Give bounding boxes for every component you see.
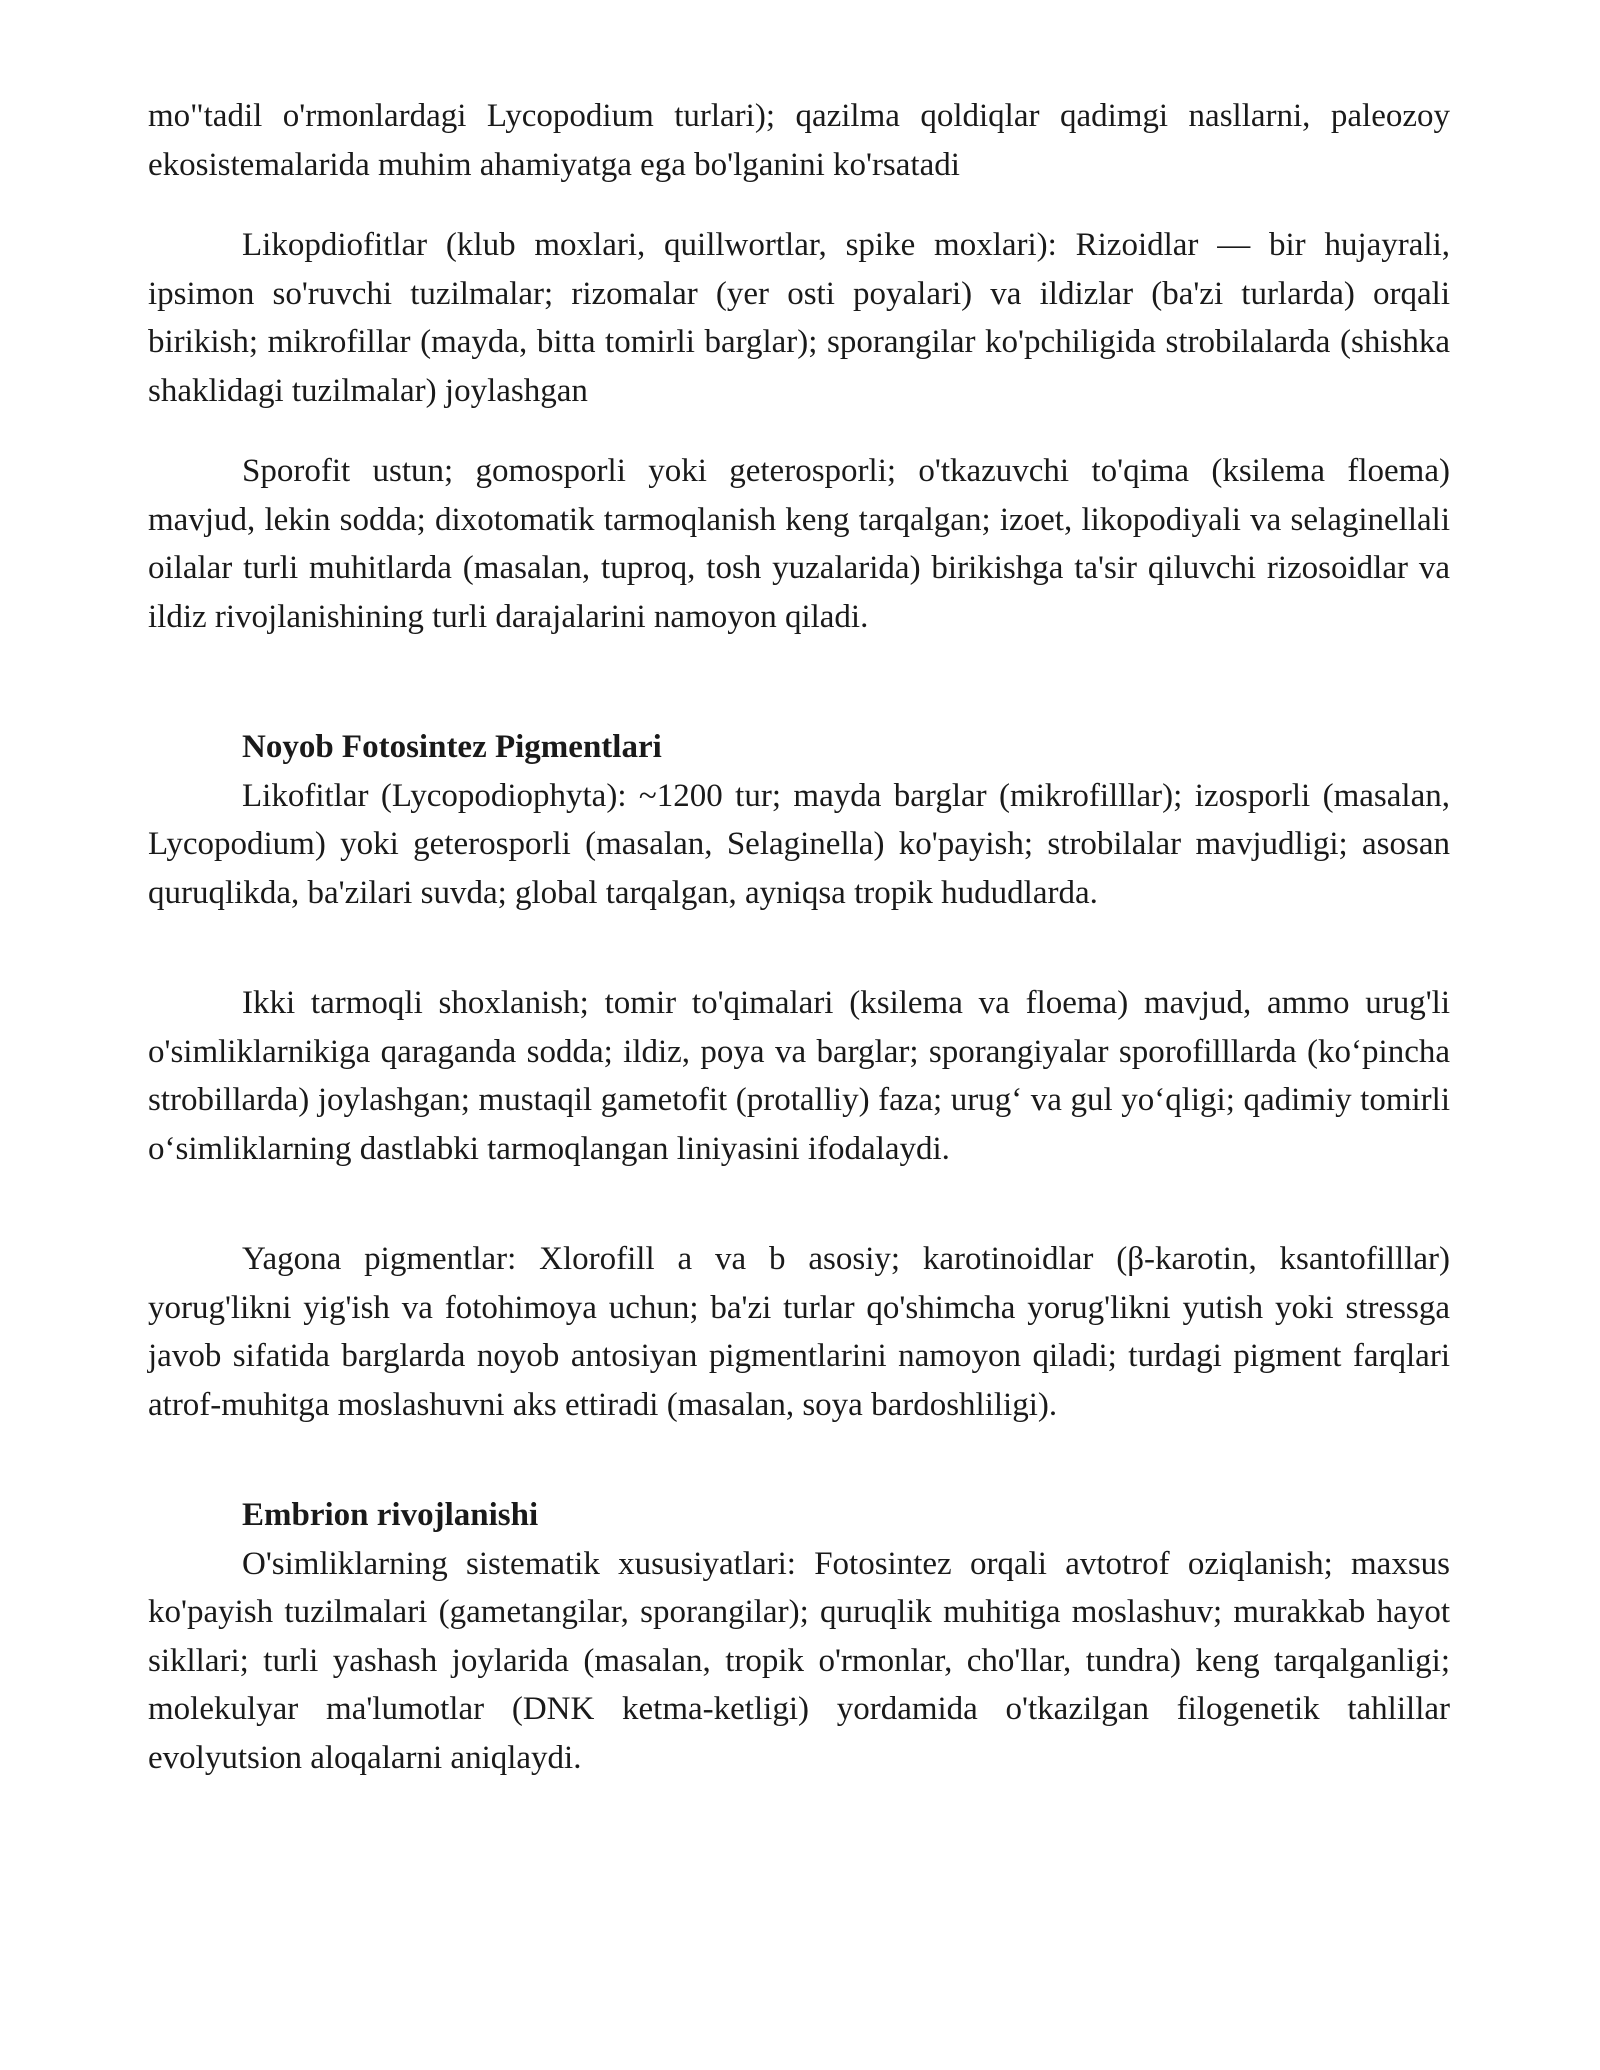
paragraph-likopdiofitlar: Likopdiofitlar (klub moxlari, quillwortlar, spike moxlari): Rizoidlar — bir hujayrali, ipsimon so'ruvchi tuzilmalar; rizomalar (yer osti poyalari) va ildizlar (ba'zi turlarda) orqali birikish; mikrofillar (mayda, bitta tomirli barglar); sporangilar ko'pchiligida strobilalarda (shishka shaklidagi tuzilmalar) joylashgan <box>148 227 1450 409</box>
paragraph-pigmentlar: Yagona pigmentlar: Xlorofill a va b asosiy; karotinoidlar (β-karotin, ksantofilllar) yorug'likni yig'ish va fotohimoya uchun; ba'zi turlar qo'shimcha yorug'likni yutish yoki stressga javob sifatida barglarda noyob antosiyan pigmentlarini namoyon qiladi; turdagi pigment farqlari atrof-muhitga moslashuvni aks ettiradi (masalan, soya bardoshliligi). <box>148 1241 1450 1423</box>
paragraph-continuation: mo"tadil o'rmonlardagi Lycopodium turlari); qazilma qoldiqlar qadimgi nasllarni, paleozoy ekosistemalarida muhim ahamiyatga ega bo'lganini ko'rsatadi <box>148 98 1450 183</box>
section-heading-embrion: Embrion rivojlanishi <box>242 1497 539 1533</box>
paragraph-sistematik: O'simliklarning sistematik xususiyatlari: Fotosintez orqali avtotrof oziqlanish; maxsus ko'payish tuzilmalari (gametangilar, sporangilar); quruqlik muhitiga moslashuv; murakkab hayot sikllari; turli yashash joylarida (masalan, tropik o'rmonlar, cho'llar, tundra) keng tarqalganligi; molekulyar ma'lumotlar (DNK ketma-ketligi) yordamida o'tkazilgan filogenetik tahlillar evolyutsion aloqalarni aniqlaydi. <box>148 1545 1450 1776</box>
section-heading-pigmentlar: Noyob Fotosintez Pigmentlari <box>242 729 662 765</box>
paragraph-shoxlanish: Ikki tarmoqli shoxlanish; tomir to'qimalari (ksilema va floema) mavjud, ammo urug'li o'simliklarnikiga qaraganda sodda; ildiz, poya va barglar; sporangiyalar sporofilllarda (ko‘pincha strobillarda) joylashgan; mustaqil gametofit (protalliy) faza; urug‘ va gul yo‘qligi; qadimiy tomirli o‘simliklarning dastlabki tarmoqlangan liniyasini ifodalaydi. <box>148 985 1450 1167</box>
document-page <box>148 92 1450 1782</box>
paragraph-likofitlar: Likofitlar (Lycopodiophyta): ~1200 tur; mayda barglar (mikrofilllar); izosporli (masalan, Lycopodium) yoki geterosporli (masalan, Selaginella) ko'payish; strobilalar mavjudligi; asosan quruqlikda, ba'zilari suvda; global tarqalgan, ayniqsa tropik hududlarda. <box>148 777 1450 911</box>
paragraph-sporofit: Sporofit ustun; gomosporli yoki geterosporli; o'tkazuvchi to'qima (ksilema floema) mavjud, lekin sodda; dixotomatik tarmoqlanish keng tarqalgan; izoet, likopodiyali va selaginellali oilalar turli muhitlarda (masalan, tuproq, tosh yuzalarida) birikishga ta'sir qiluvchi rizosoidlar va ildiz rivojlanishining turli darajalarini namoyon qiladi. <box>148 453 1450 635</box>
